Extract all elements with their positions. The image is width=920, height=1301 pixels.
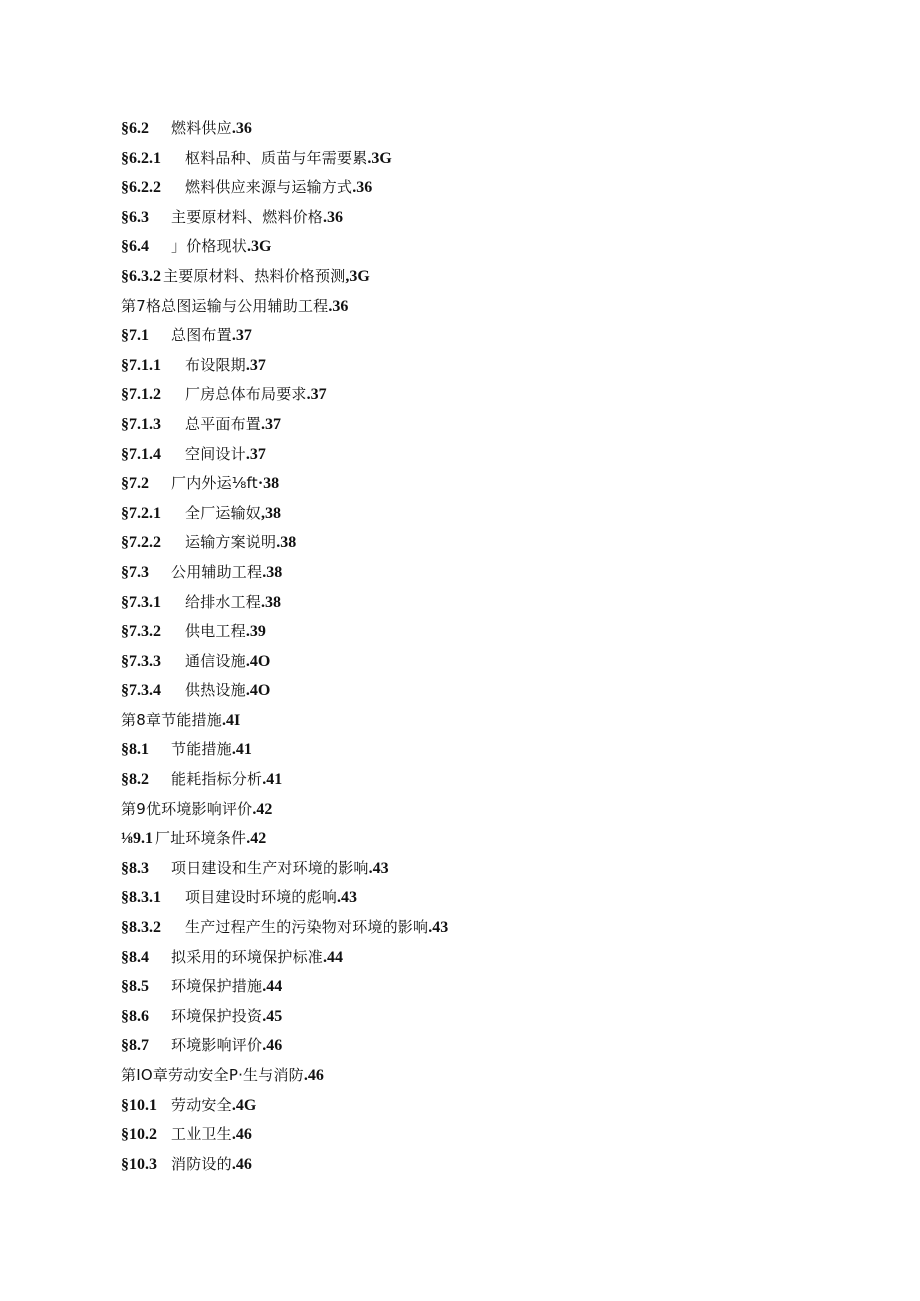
toc-page-number: .37 [261,415,282,433]
toc-section-number: §6.3.2 [121,267,161,285]
toc-section-number: §6.2.1 [121,149,161,167]
toc-entry [121,972,861,1002]
toc-entry [121,943,861,973]
toc-entry [121,854,861,884]
toc-section-title: 拟采用的环境保护标准 [171,947,324,966]
toc-page-number: .38 [262,563,283,581]
toc-section-number: §7.3.2 [121,623,161,641]
toc-entry [121,1120,861,1150]
toc-page-number: .37 [231,327,252,345]
toc-entry [121,1031,861,1061]
toc-section-number: §7.2.1 [121,504,161,522]
toc-page-number: .36 [352,179,373,197]
toc-page-number: .36 [323,208,344,226]
toc-page-number: .42 [252,800,273,818]
toc-entry [121,647,861,677]
toc-entry [121,735,861,765]
toc-section-title: 项日建设和生产对环境的影响 [171,858,369,877]
toc-section-number: §7.1 [121,327,149,345]
toc-entry [121,588,861,618]
toc-page-number: .41 [262,771,283,789]
toc-entry [121,321,861,351]
toc-section-number: §8.2 [121,771,149,789]
toc-section-number: §8.3.2 [121,919,161,937]
toc-page-number: .42 [246,830,267,848]
toc-entry [121,232,861,262]
toc-page-number: .44 [262,978,283,996]
toc-section-number: §7.3.1 [121,593,161,611]
toc-section-title: 全厂运输奴 [185,503,262,522]
toc-section-title: 枢料品种、质苗与年需要累 [185,148,368,167]
toc-entry [121,499,861,529]
toc-section-title: 总图布置 [171,326,232,345]
toc-section-title: 」价格现状 [171,237,248,256]
toc-section-title: 布设限期 [185,355,246,374]
toc-section-number: §7.1.1 [121,356,161,374]
toc-section-title: 厂址环境条件 [155,829,247,848]
toc-section-title: 第8章节能措施 [121,710,222,729]
toc-section-number: §6.2.2 [121,179,161,197]
toc-section-number: §7.2 [121,475,149,493]
toc-entry [121,292,861,322]
toc-entry [121,410,861,440]
toc-entry [121,144,861,174]
toc-section-title: 给排水工程 [185,592,262,611]
toc-section-title: 第7格总图运输与公用辅助工程 [121,296,329,315]
toc-entry [121,114,861,144]
toc-section-number: §6.2 [121,120,149,137]
toc-section-title: 项目建设时环境的彪响 [185,888,338,907]
toc-entry [121,440,861,470]
toc-page-number: .37 [245,356,266,374]
toc-page-number: .37 [306,386,327,404]
toc-page-number: .38 [261,593,282,611]
toc-page-number: .44 [323,948,344,966]
toc-page-number: .45 [262,1007,283,1025]
toc-entry [121,883,861,913]
toc-section-number: §7.1.3 [121,415,161,433]
toc-section-title: 燃料供应来源与运输方式 [185,178,353,197]
toc-section-number: §8.5 [121,978,149,996]
toc-section-number: §7.1.4 [121,445,161,463]
toc-section-title: 供热设施 [185,681,246,700]
toc-page-number: .4O [245,682,271,700]
toc-section-title: 环境保护投资 [171,1006,263,1025]
toc-section-number: §8.7 [121,1037,149,1055]
toc-section-title: 主要原材料、热料价格预测 [163,266,346,285]
toc-page-number: .36 [328,297,349,315]
toc-entry [121,676,861,706]
toc-page-number: .46 [231,1126,252,1144]
toc-section-title: 空间设计 [185,444,246,463]
toc-section-number: §10.2 [121,1126,157,1144]
toc-section-title: 厂房总体布局要求 [185,385,307,404]
toc-section-title: 通信设施 [185,651,246,670]
toc-entry [121,617,861,647]
toc-section-title: 消防设的 [171,1154,232,1173]
toc-section-title: 劳动安全 [171,1095,232,1114]
toc-entry [121,824,861,854]
toc-section-title: 环境影响评价 [171,1036,263,1055]
toc-section-number: §6.4 [121,238,149,256]
toc-section-number: §8.3 [121,859,149,877]
toc-page-number: .43 [337,889,358,907]
toc-entry [121,351,861,381]
toc-section-number: §7.2.2 [121,534,161,552]
toc-page-number: .36 [231,120,252,137]
toc-section-title: 环境保护措施 [171,977,263,996]
toc-entry [121,706,861,736]
toc-section-number: §6.3 [121,208,149,226]
toc-entry [121,1061,861,1091]
toc-section-title: 供电工程 [185,622,246,641]
toc-section-number: §10.1 [121,1096,157,1114]
toc-section-title: 生产过程产生的污染物对环境的影响 [185,918,429,937]
toc-section-title: 主要原材料、燃料价格 [171,207,324,226]
toc-section-title: 厂内外运⅛ft [171,474,258,493]
toc-section-title: 总平面布置 [185,414,262,433]
toc-section-title: 第IO章劳动安全P·生与消防 [121,1066,304,1084]
toc-section-number: §8.4 [121,948,149,966]
toc-section-title: 第9优环境影响评价 [121,799,253,818]
toc-entry [121,1091,861,1121]
toc-section-title: 节能措施 [171,740,232,759]
toc-entry [121,380,861,410]
toc-entry [121,528,861,558]
toc-page-number: .41 [231,741,252,759]
toc-section-number: §7.3 [121,563,149,581]
toc-page-number: .3G [247,238,272,256]
toc-page-number: .46 [231,1155,252,1173]
toc-page-number: .3G [367,149,392,167]
toc-page-number: .46 [303,1067,324,1084]
toc-page-number: ,3G [345,267,370,285]
toc-section-number: ⅛9.1 [121,830,153,848]
toc-entry [121,765,861,795]
toc-page-number: .4G [231,1096,257,1114]
toc-entry [121,262,861,292]
toc-section-number: §7.3.4 [121,682,161,700]
toc-section-number: §8.6 [121,1007,149,1025]
toc-page-number: .43 [368,859,389,877]
toc-page-number: ·38 [257,475,280,493]
toc-section-number: §7.1.2 [121,386,161,404]
toc-page-number: ,38 [261,504,282,522]
toc-entry [121,469,861,499]
toc-section-number: §7.3.3 [121,652,161,670]
toc-entry [121,173,861,203]
toc-section-title: 公用辅助工程 [171,562,263,581]
toc-entry [121,913,861,943]
toc-section-number: §10.3 [121,1155,157,1173]
table-of-contents [121,114,861,1179]
toc-section-number: §8.1 [121,741,149,759]
toc-section-number: §8.3.1 [121,889,161,907]
toc-section-title: 能耗指标分析 [171,770,263,789]
toc-section-title: 工业卫生 [171,1125,232,1144]
toc-entry [121,558,861,588]
toc-entry [121,1150,861,1180]
toc-page-number: .43 [428,919,449,937]
toc-entry [121,1002,861,1032]
toc-page-number: .39 [245,623,266,641]
toc-section-title: 运输方案说明 [185,533,277,552]
toc-page-number: .37 [245,445,266,463]
toc-page-number: .4O [245,652,271,670]
toc-entry [121,203,861,233]
toc-section-title: 燃料供应 [171,119,232,137]
toc-page-number: .46 [262,1037,283,1055]
toc-page-number: .4I [221,711,241,729]
toc-entry [121,795,861,825]
toc-page-number: .38 [276,534,297,552]
